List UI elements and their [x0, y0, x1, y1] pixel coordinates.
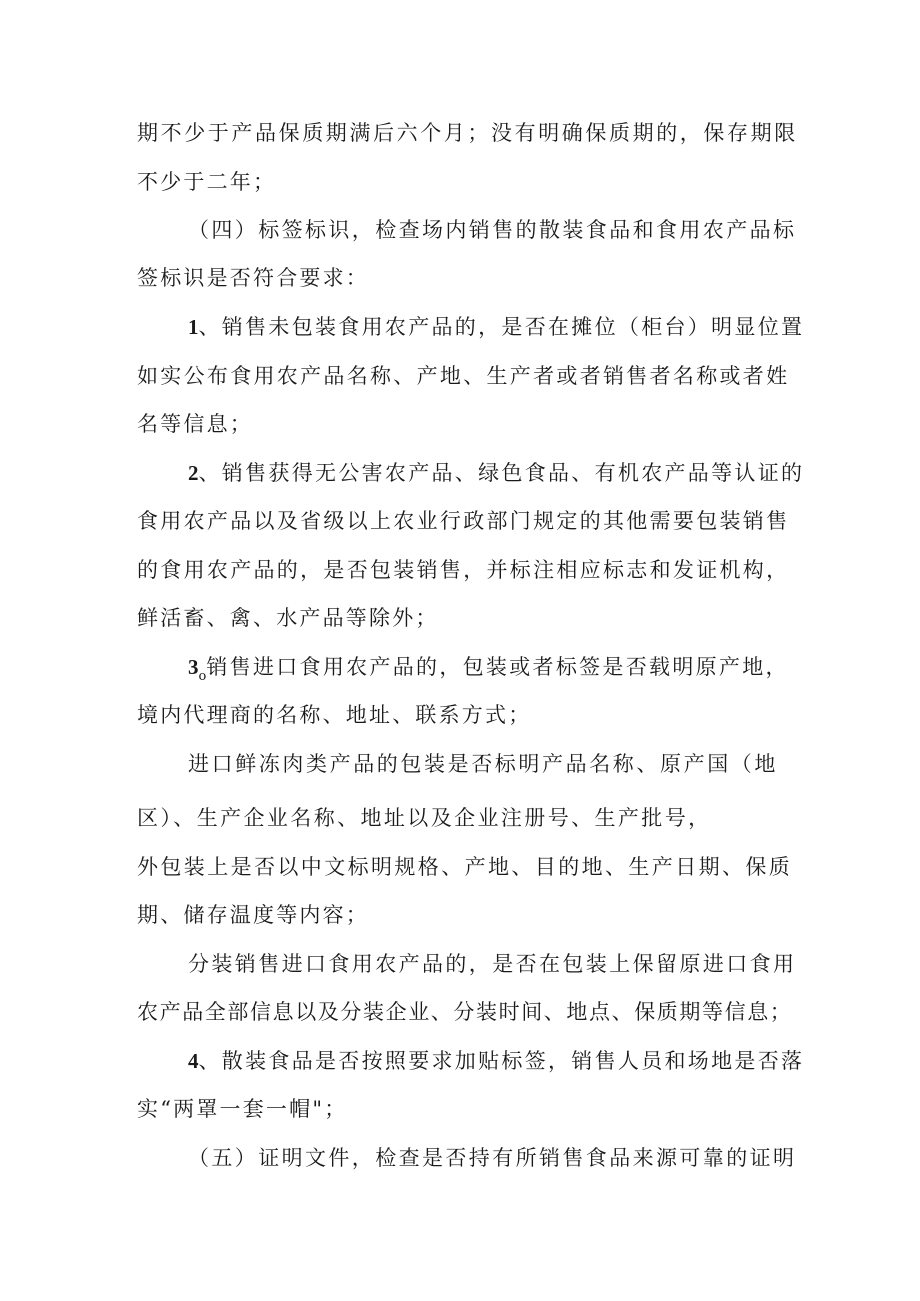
item-number-2: 2 — [188, 461, 199, 485]
item-2-text: 、销售获得无公害农产品、绿色食品、有机农产品等认证的 — [198, 461, 805, 485]
item-number-1: 1 — [188, 315, 199, 339]
import-meat-line-4: 期、储存温度等内容； — [137, 903, 369, 927]
item-4-line-2: 实“两罩一套一帽"； — [137, 1097, 348, 1121]
item-1-line-1 — [188, 312, 804, 342]
item-3-line-1 — [188, 652, 789, 692]
item-3-line-2: 境内代理商的名称、地址、联系方式； — [137, 703, 532, 727]
item-1-line-3: 名等信息； — [137, 412, 253, 436]
item-number-3-suffix: o — [198, 669, 207, 684]
import-meat-line-1: 进口鲜冻肉类产品的包装是否标明产品名称、原产国（地 — [188, 752, 778, 776]
text-line-1: 期不少于产品保质期满后六个月；没有明确保质期的，保存期限 — [137, 121, 798, 145]
item-4-line-1 — [188, 1046, 804, 1076]
repack-line-2: 农产品全部信息以及分装企业、分装时间、地点、保质期等信息； — [137, 1000, 793, 1024]
item-1-line-2: 如实公布食用农产品名称、产地、生产者或者销售者名称或者姓 — [137, 364, 790, 388]
item-2-line-2: 食用农产品以及省级以上农业行政部门规定的其他需要包装销售 — [137, 509, 790, 533]
item-number-4: 4 — [188, 1049, 199, 1073]
section-heading-4: （四）标签标识，检查场内销售的散装食品和食用农产品标 — [188, 218, 797, 242]
item-2-line-1 — [188, 458, 804, 488]
import-meat-line-3: 外包装上是否以中文标明规格、产地、目的地、生产日期、保质 — [137, 855, 793, 879]
section-heading-5: （五）证明文件，检查是否持有所销售食品来源可靠的证明 — [188, 1146, 797, 1170]
item-number-3: 3 — [188, 655, 199, 679]
item-3-text: 销售进口食用农产品的，包装或者标签是否载明原产地， — [206, 655, 789, 679]
repack-line-1: 分装销售进口食用农产品的，是否在包装上保留原进口食用 — [188, 952, 797, 976]
item-2-line-4: 鲜活畜、禽、水产品等除外； — [137, 606, 439, 630]
import-meat-line-2: 区）、生产企业名称、地址以及企业注册号、生产批号， — [137, 806, 712, 830]
text-line-2: 不少于二年； — [137, 170, 277, 194]
item-1-text: 、销售未包装食用农产品的，是否在摊位（柜台）明显位置 — [198, 315, 805, 339]
text-line-4: 签标识是否符合要求： — [137, 266, 369, 290]
item-4-text: 、散装食品是否按照要求加贴标签，销售人员和场地是否落 — [198, 1049, 805, 1073]
item-2-line-3: 的食用农产品的，是否包装销售，并标注相应标志和发证机构， — [137, 558, 790, 582]
